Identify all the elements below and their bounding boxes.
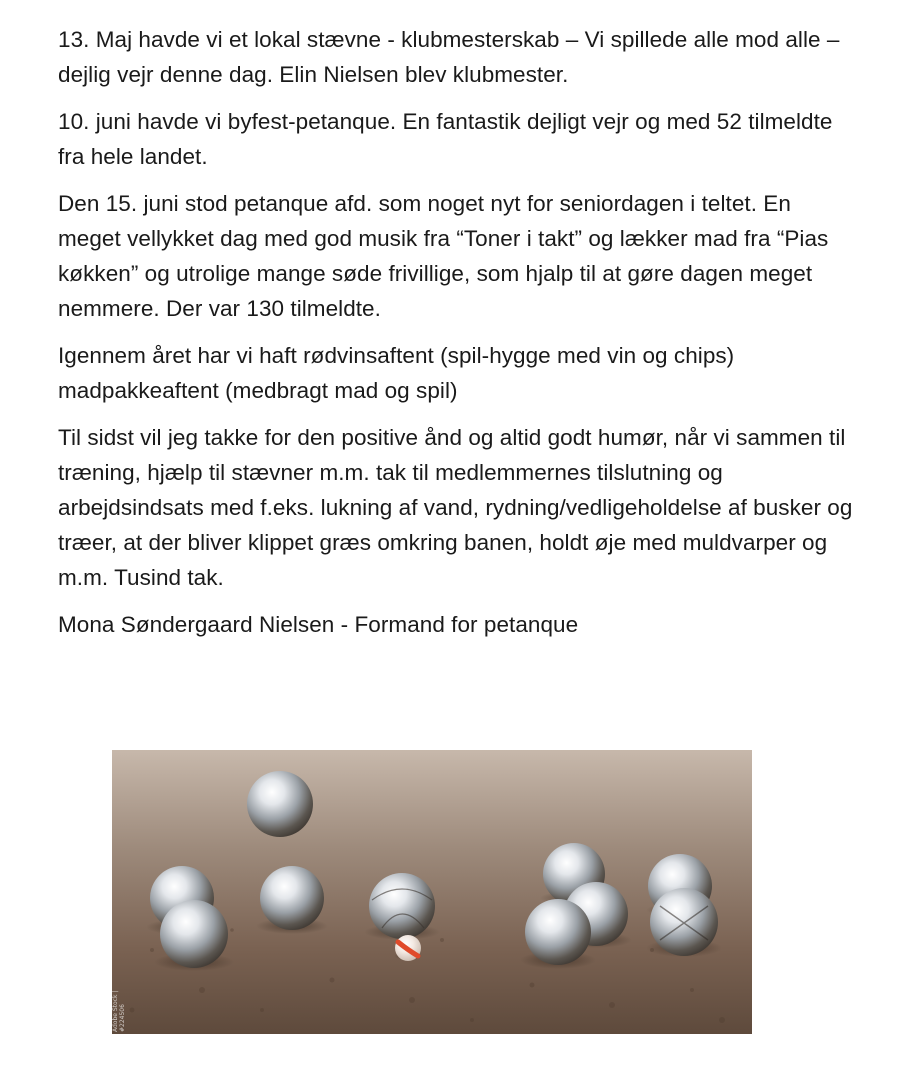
petanque-photo bbox=[112, 750, 752, 1034]
boule bbox=[160, 900, 228, 968]
boule bbox=[650, 888, 718, 956]
boule bbox=[260, 866, 324, 930]
paragraph-byfest: 10. juni havde vi byfest-petanque. En fantastik dejligt vejr og med 52 tilmeldte fra hele landet. bbox=[58, 109, 833, 169]
boule bbox=[525, 899, 591, 965]
photo-credit: Adobe Stock | #224506 bbox=[112, 990, 126, 1032]
petanque-illustration bbox=[112, 750, 752, 1034]
boule bbox=[369, 873, 435, 939]
paragraph-seniordag: Den 15. juni stod petanque afd. som noget nyt for seniordagen i teltet. En meget vellykket dag med god musik fra “Toner i takt” og lækker mad fra “Pias køkken” og utrolige mange søde frivillige, som hjalp til at gøre dagen meget nemmere. Der var 130 tilmeldte. bbox=[58, 191, 829, 321]
paragraph-tak: Til sidst vil jeg takke for den positive ånd og altid godt humør, når vi sammen til træning, hjælp til stævner m.m. tak til medlemmernes tilslutning og arbejdsindsats med f.eks. lukning af vand, rydning/vedligeholdelse af busker og træer, at der bliver klippet græs omkring banen, holdt øje med muldvarper og m.m. Tusind tak. bbox=[58, 425, 853, 590]
paragraph-aftener: Igennem året har vi haft rødvinsaftent (spil-hygge med vin og chips) madpakkeaftent (medbragt mad og spil) bbox=[58, 343, 735, 403]
signature-line: Mona Søndergaard Nielsen - Formand for petanque bbox=[58, 612, 579, 637]
document-body bbox=[58, 22, 858, 654]
boule-flying bbox=[247, 771, 313, 837]
paragraph-klubmesterskab: 13. Maj havde vi et lokal stævne - klubmesterskab – Vi spillede alle mod alle – dejlig vejr denne dag. Elin Nielsen blev klubmester. bbox=[58, 27, 840, 87]
cochonnet bbox=[395, 935, 421, 961]
